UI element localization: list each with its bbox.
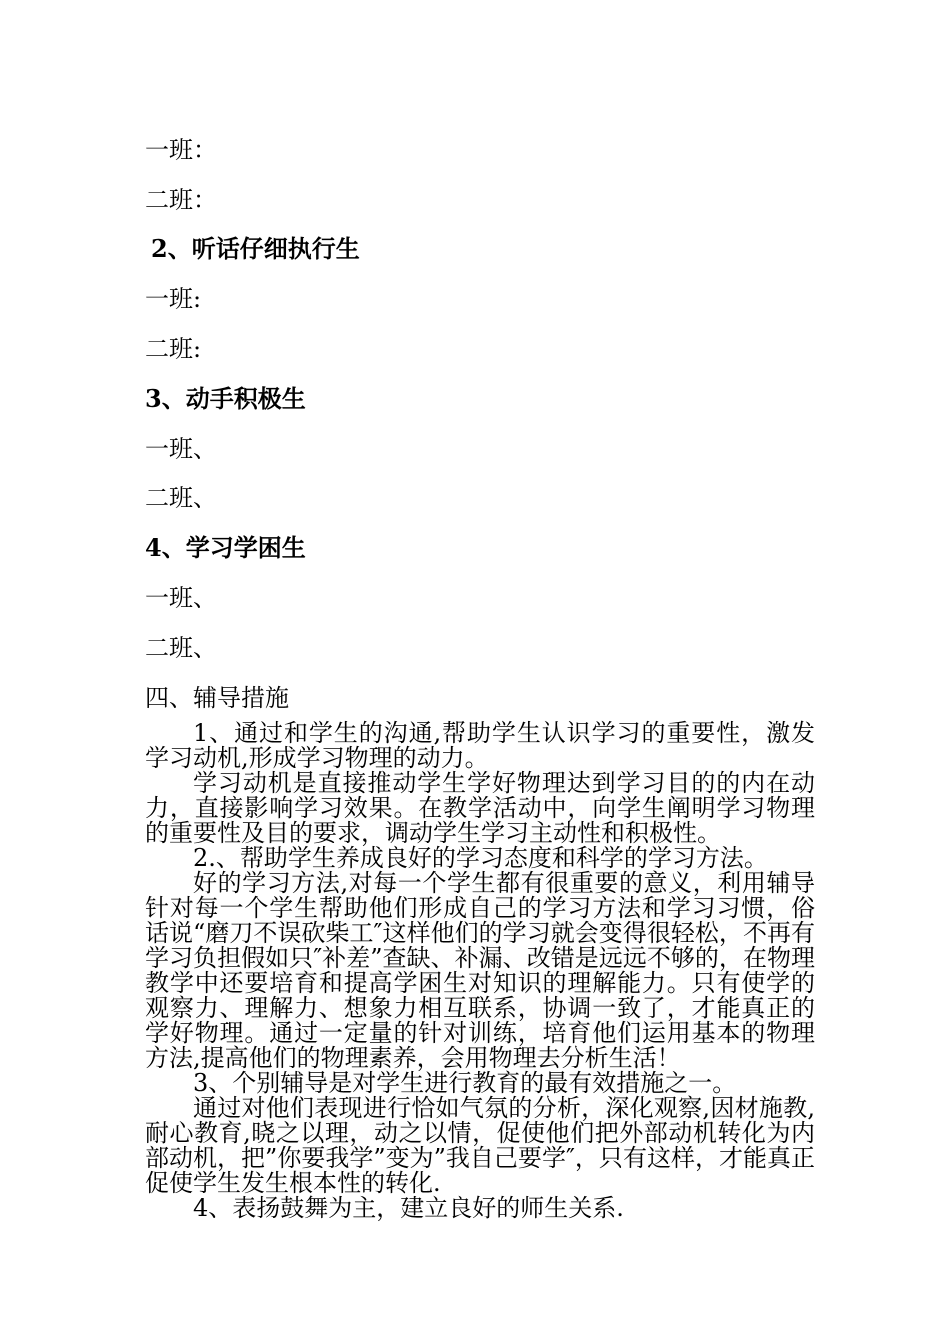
paragraph: 3、个别辅导是对学生进行教育的最有效措施之一。: [193, 1069, 737, 1097]
class-two-label: 二班:: [145, 335, 202, 363]
class-two-label: 二班：: [145, 186, 217, 214]
section-heading-2: 2、听话仔细执行生: [151, 234, 360, 263]
class-two-label: 二班、: [145, 634, 217, 662]
paragraph: 好的学习方法,对每一个学生都有很重要的意义，利用辅导针对每一个学生帮助他们形成自己的学习方法和学习习惯，俗话说“磨刀不误砍柴工″这样他们的学习就会变得很轻松，不再有学习负担假如只″补差”查缺、补漏、改错是远远不够的，在物理教学中还要培育和提高学困生对知识的理解能力。只有使学的观察力、理解力、想象力相互联系，协调一致了，才能真正的学好物理。通过一定量的针对训练，培育他们运用基本的物理方法,提高他们的物理素养，会用物理去分析生活！: [145, 869, 815, 1072]
paragraph: 1、通过和学生的沟通,帮助学生认识学习的重要性，激发学习动机,形成学习物理的动力。: [145, 719, 815, 772]
measures-heading: 四、辅导措施: [145, 684, 289, 712]
section-heading-4: 4、学习学困生: [145, 533, 306, 562]
paragraph: 通过对他们表现进行恰如气氛的分析，深化观察,因材施教,耐心教育,晓之以理，动之以情，促使他们把外部动机转化为内部动机，把”你要我学”变为”我自己要学″，只有这样，才能真正促使学生发生根本性的转化.: [145, 1094, 815, 1197]
paragraph: 2.、帮助学生养成良好的学习态度和科学的学习方法。: [193, 844, 768, 872]
section-heading-3: 3、动手积极生: [145, 384, 306, 413]
paragraph: 学习动机是直接推动学生学好物理达到学习目的的内在动力，直接影响学习效果。在教学活动中，向学生阐明学习物理的重要性及目的要求，调动学生学习主动性和积极性。: [145, 769, 815, 847]
paragraph: 4、表扬鼓舞为主，建立良好的师生关系.: [193, 1194, 624, 1222]
measures-body: [145, 721, 815, 1221]
class-one-label: 一班、: [145, 584, 217, 612]
class-one-label: 一班：: [145, 136, 217, 164]
class-two-label: 二班、: [145, 484, 217, 512]
class-one-label: 一班、: [145, 435, 217, 463]
class-one-label: 一班:: [145, 285, 202, 313]
